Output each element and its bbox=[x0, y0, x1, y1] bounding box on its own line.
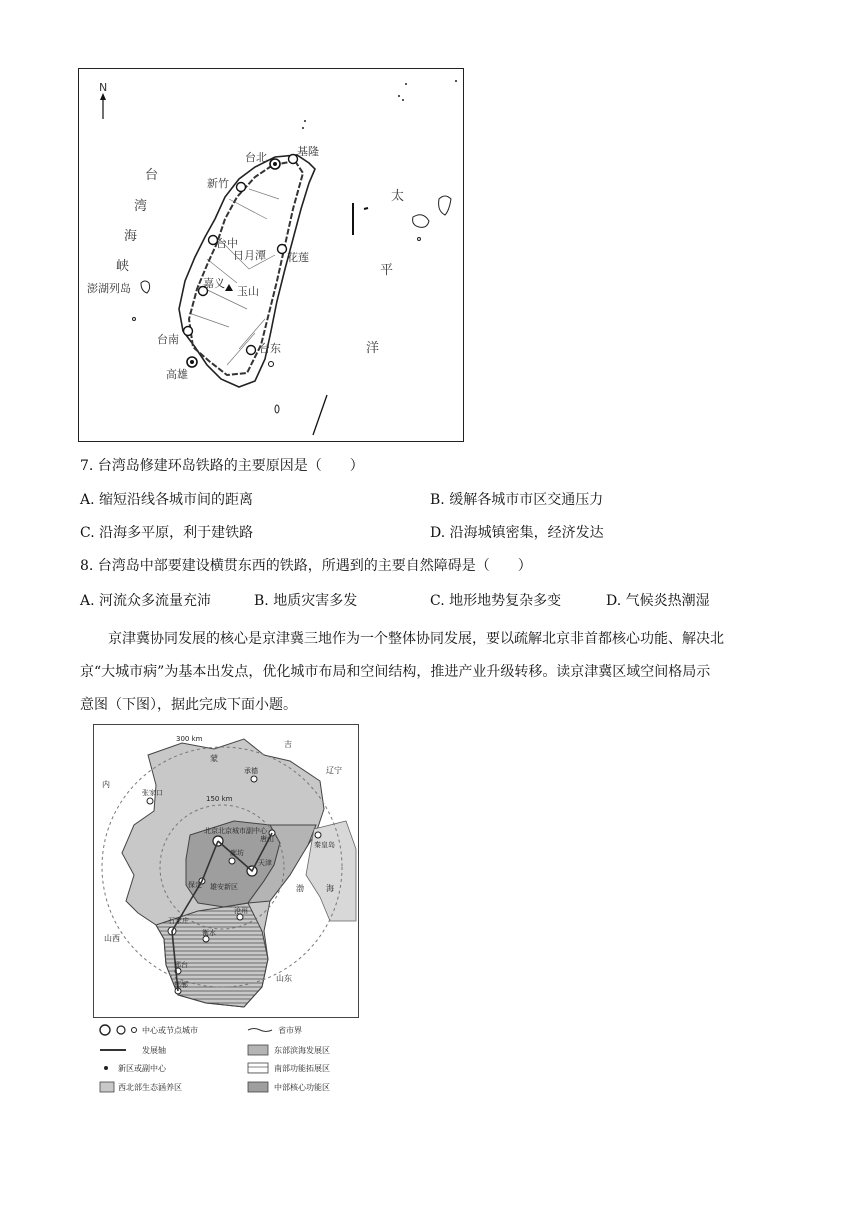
city-label: 嘉义 bbox=[203, 277, 225, 290]
svg-text:吉: 吉 bbox=[284, 740, 292, 749]
q8-option-d[interactable]: D. 气候炎热潮湿 bbox=[606, 593, 710, 609]
svg-text:渤: 渤 bbox=[296, 884, 304, 893]
q8-option-b[interactable]: B. 地质灾害多发 bbox=[254, 593, 358, 609]
svg-text:衡水: 衡水 bbox=[202, 929, 216, 937]
svg-text:峡: 峡 bbox=[116, 259, 130, 274]
svg-text:平: 平 bbox=[380, 263, 394, 278]
svg-text:海: 海 bbox=[326, 884, 334, 893]
passage-line: 京“大城市病”为基本出发点，优化城市布局和空间结构，推进产业升级转移。读京津冀区域空间格局示 bbox=[80, 664, 711, 680]
svg-text:台: 台 bbox=[145, 168, 159, 183]
north-label: N bbox=[99, 81, 108, 94]
q8-option-c[interactable]: C. 地形地势复杂多变 bbox=[430, 593, 562, 609]
svg-text:辽宁: 辽宁 bbox=[326, 766, 342, 775]
passage-line: 京津冀协同发展的核心是京津冀三地作为一个整体协同发展，要以疏解北京非首都核心功能、解决北 bbox=[108, 631, 724, 647]
passage-line: 意图（下图），据此完成下面小题。 bbox=[80, 697, 297, 713]
city-label: 基隆 bbox=[297, 145, 319, 158]
q7-option-b[interactable]: B. 缓解各城市市区交通压力 bbox=[430, 492, 604, 508]
q8-option-a[interactable]: A. 河流众多流量充沛 bbox=[80, 593, 212, 609]
svg-text:南部功能拓展区: 南部功能拓展区 bbox=[274, 1064, 330, 1073]
svg-text:蒙: 蒙 bbox=[210, 754, 218, 763]
svg-text:雄安新区: 雄安新区 bbox=[210, 883, 238, 891]
svg-text:内: 内 bbox=[102, 780, 110, 789]
city-label: 高雄 bbox=[166, 368, 188, 381]
city-label: 台中 bbox=[216, 237, 238, 250]
svg-text:湾: 湾 bbox=[134, 199, 148, 214]
svg-text:山西: 山西 bbox=[104, 934, 120, 943]
major-city-icon bbox=[100, 1025, 110, 1035]
city-label: 台南 bbox=[157, 333, 179, 346]
question-7-stem: 7. 台湾岛修建环岛铁路的主要原因是（ ） bbox=[80, 458, 364, 474]
question-8-stem: 8. 台湾岛中部要建设横贯东西的铁路，所遇到的主要自然障碍是（ ） bbox=[80, 558, 532, 574]
svg-text:沧州: 沧州 bbox=[234, 907, 248, 915]
svg-text:天津: 天津 bbox=[258, 859, 272, 867]
taiwan-map bbox=[78, 68, 464, 442]
svg-text:东部滨海发展区: 东部滨海发展区 bbox=[274, 1046, 330, 1055]
svg-text:廊坊: 廊坊 bbox=[230, 849, 244, 857]
svg-text:中部核心功能区: 中部核心功能区 bbox=[274, 1083, 330, 1092]
island-label: 澎湖列岛 bbox=[87, 282, 131, 295]
svg-text:新区或副中心: 新区或副中心 bbox=[118, 1064, 166, 1073]
svg-text:北京城市副中心: 北京城市副中心 bbox=[218, 827, 267, 835]
svg-text:秦皇岛: 秦皇岛 bbox=[314, 841, 335, 849]
svg-text:唐山: 唐山 bbox=[260, 835, 274, 843]
place-label: 日月潭 bbox=[233, 249, 266, 262]
svg-text:邢台: 邢台 bbox=[174, 961, 188, 969]
q7-option-c[interactable]: C. 沿海多平原，利于建铁路 bbox=[80, 525, 254, 541]
svg-text:150 km: 150 km bbox=[206, 795, 233, 803]
city-label: 花莲 bbox=[287, 251, 309, 264]
svg-text:海: 海 bbox=[124, 229, 138, 244]
svg-text:洋: 洋 bbox=[366, 341, 380, 356]
mountain-label: 玉山 bbox=[237, 285, 259, 298]
svg-text:西北部生态涵养区: 西北部生态涵养区 bbox=[118, 1083, 182, 1092]
passage bbox=[80, 623, 780, 722]
q7-option-a[interactable]: A. 缩短沿线各城市间的距离 bbox=[80, 492, 254, 508]
svg-text:邯郸: 邯郸 bbox=[174, 981, 188, 989]
map-legend bbox=[98, 1022, 360, 1102]
city-label: 台东 bbox=[259, 342, 281, 355]
svg-text:保定: 保定 bbox=[188, 881, 202, 889]
svg-text:太: 太 bbox=[391, 189, 405, 204]
svg-text:发展轴: 发展轴 bbox=[142, 1046, 166, 1055]
city-label: 新竹 bbox=[207, 177, 229, 190]
svg-text:中心或节点城市: 中心或节点城市 bbox=[142, 1026, 198, 1035]
q7-option-d[interactable]: D. 沿海城镇密集，经济发达 bbox=[430, 525, 604, 541]
newarea-icon bbox=[104, 1066, 108, 1070]
svg-text:承德: 承德 bbox=[244, 767, 258, 775]
svg-text:山东: 山东 bbox=[276, 974, 292, 983]
svg-text:省市界: 省市界 bbox=[278, 1026, 302, 1035]
jingjinji-map bbox=[93, 724, 359, 1018]
city-label: 台北 bbox=[245, 151, 267, 164]
svg-text:石家庄: 石家庄 bbox=[168, 917, 189, 925]
boundary-icon bbox=[248, 1029, 272, 1032]
svg-text:300 km: 300 km bbox=[176, 735, 203, 743]
svg-text:北京: 北京 bbox=[204, 827, 218, 835]
svg-text:张家口: 张家口 bbox=[142, 789, 163, 797]
